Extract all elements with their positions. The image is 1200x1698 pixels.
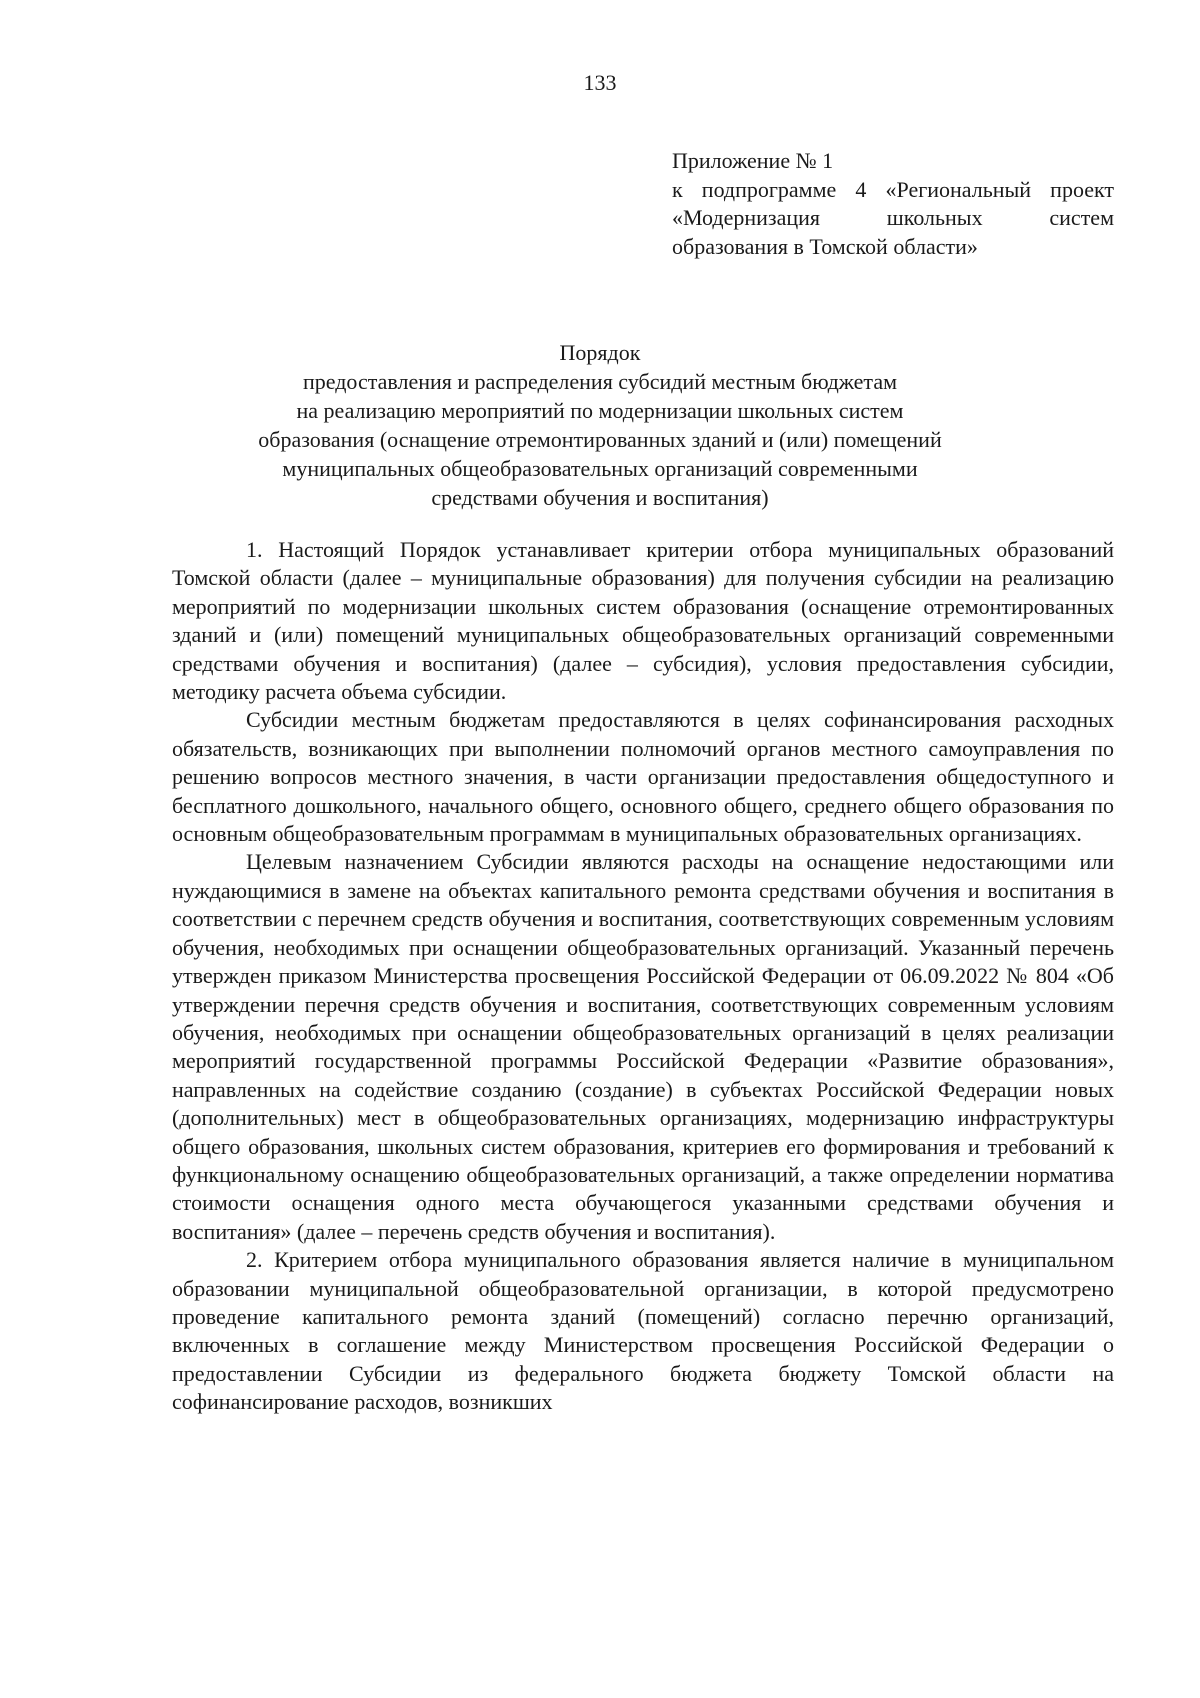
- document-title: [0, 338, 1200, 512]
- paragraph-1: 1. Настоящий Порядок устанавливает критерии отбора муниципальных образований Томской области (далее – муниципальные образования) для получения субсидии на реализацию мероприятий по модернизации школьных систем образования (оснащение отремонтированных зданий и (или) помещений муниципальных общеобразовательных организаций современными средствами обучения и воспитания) (далее – субсидия), условия предоставления субсидии, методику расчета объема субсидии.: [172, 537, 1114, 705]
- title-line-1: Порядок: [559, 340, 641, 365]
- title-line-5: муниципальных общеобразовательных организаций современными: [282, 456, 918, 481]
- appendix-line-2: к подпрограмме 4 «Региональный проект: [672, 176, 1114, 202]
- paragraph-3: Целевым назначением Субсидии являются расходы на оснащение недостающими или нуждающимися в замене на объектах капитального ремонта средствами обучения и воспитания в соответствии с перечнем средств обучения и воспитания, соответствующих современным условиям обучения, необходимых при оснащении общеобразовательных организаций. Указанный перечень утвержден приказом Министерства просвещения Российской Федерации от 06.09.2022 № 804 «Об утверждении перечня средств обучения и воспитания, соответствующих современным условиям обучения, необходимых при оснащении общеобразовательных организаций в целях реализации мероприятий государственной программы Российской Федерации «Развитие образования», направленных на содействие созданию (создание) в субъектах Российской Федерации новых (дополнительных) мест в общеобразовательных организациях, модернизацию инфраструктуры общего образования, школьных систем образования, критериев его формирования и требований к функциональному оснащению общеобразовательных организаций, а также определении норматива стоимости оснащения одного места обучающегося указанными средствами обучения и воспитания» (далее – перечень средств обучения и воспитания).: [172, 849, 1114, 1244]
- appendix-line-1: Приложение № 1: [672, 148, 834, 173]
- paragraph-4: 2. Критерием отбора муниципального образования является наличие в муниципальном образовании муниципальной общеобразовательной организации, в которой предусмотрено проведение капитального ремонта зданий (помещений) согласно перечню организаций, включенных в соглашение между Министерством просвещения Российской Федерации о предоставлении Субсидии из федерального бюджета бюджету Томской области на софинансирование расходов, возникших: [172, 1247, 1114, 1415]
- title-line-2: предоставления и распределения субсидий местным бюджетам: [302, 369, 898, 394]
- appendix-line-4: образования в Томской области»: [672, 233, 978, 259]
- appendix-line-3: «Модернизация школьных систем: [672, 205, 1114, 230]
- title-line-6: средствами обучения и воспитания): [431, 485, 769, 510]
- title-line-4: образования (оснащение отремонтированных зданий и (или) помещений: [258, 427, 942, 452]
- document-body: [172, 536, 1114, 1417]
- title-line-3: на реализацию мероприятий по модернизации школьных систем: [296, 398, 904, 423]
- appendix-header: [672, 147, 1114, 261]
- page-number: 133: [583, 70, 617, 95]
- paragraph-2: Субсидии местным бюджетам предоставляются в целях софинансирования расходных обязательств, возникающих при выполнении полномочий органов местного самоуправления по решению вопросов местного значения, в части организации предоставления общедоступного и бесплатного дошкольного, начального общего, основного общего, среднего общего образования по основным общеобразовательным программам в муниципальных образовательных организациях.: [172, 707, 1114, 847]
